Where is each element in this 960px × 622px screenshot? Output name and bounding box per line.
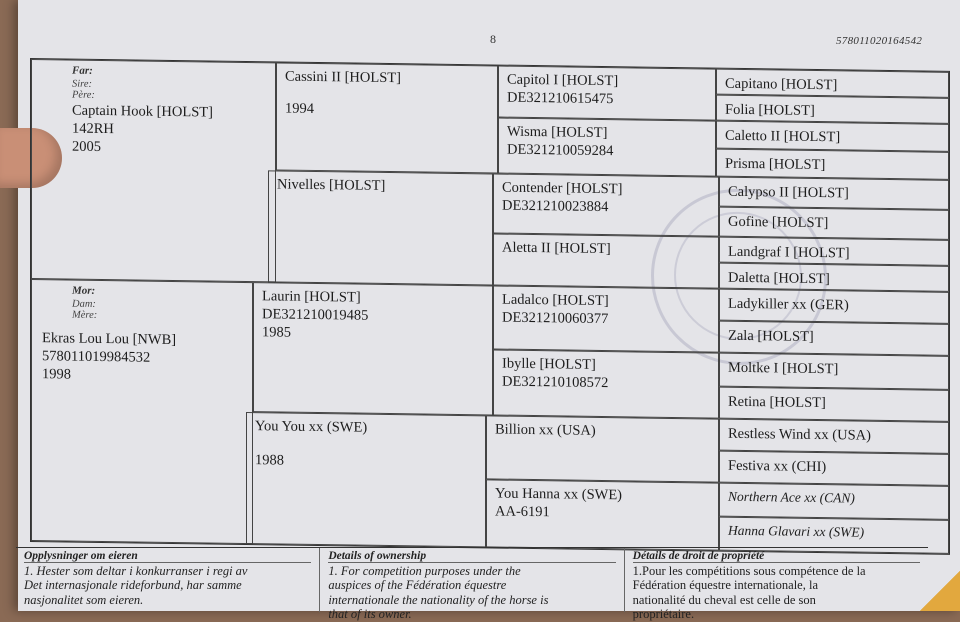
sire-id: 142RH [72, 120, 114, 138]
footer-text: nasjonalitet som eieren. [24, 592, 144, 607]
dam-name: Ekras Lou Lou [NWB] [42, 330, 177, 348]
great-grandparent-cell [493, 173, 719, 236]
footer-text: auspices of the Fédération équestre [328, 578, 507, 593]
great-grandparent-name: Billion xx (USA) [495, 421, 596, 439]
great-great-grandparent-cell [719, 263, 949, 292]
great-great-grandparent-name: Caletto II [HOLST] [725, 127, 841, 146]
great-grandparent-id: DE321210023884 [502, 197, 609, 216]
great-great-grandparent-name: Capitano [HOLST] [725, 75, 838, 94]
grandparent-cell [276, 62, 498, 173]
grandparent-cell [268, 170, 493, 285]
grandparent-name: Nivelles [HOLST] [277, 176, 386, 194]
dam-role-main: Mor: [72, 284, 96, 297]
great-great-grandparent-cell [719, 289, 949, 324]
great-great-grandparent-cell [719, 387, 949, 422]
footer-text: nationalité du cheval est celle de son [632, 592, 816, 607]
footer-text: Det internasjonale rideforbund, har samme [24, 578, 242, 593]
sire-name: Captain Hook [HOLST] [72, 102, 213, 121]
sire-year: 2005 [72, 138, 101, 156]
dam-role-en: Dam: [72, 298, 96, 310]
grandparent-cell [253, 282, 493, 415]
great-great-grandparent-cell [716, 121, 949, 152]
great-great-grandparent-name: Hanna Glavari xx (SWE) [728, 522, 865, 540]
grandparent-year: 1994 [285, 100, 314, 118]
great-grandparent-name: Aletta II [HOLST] [502, 239, 611, 258]
great-grandparent-cell [498, 66, 716, 121]
great-great-grandparent-cell [716, 149, 949, 180]
great-grandparent-name: You Hanna xx (SWE) [495, 485, 623, 504]
great-great-grandparent-name: Daletta [HOLST] [728, 269, 830, 288]
dam-role-fr: Mère: [72, 309, 98, 322]
grandparent-id: DE321210019485 [262, 306, 369, 324]
ownership-column-english [320, 548, 624, 622]
pedigree-table [30, 58, 950, 555]
footer-heading: Détails de droit de propriété [633, 550, 920, 563]
ownership-column-french [625, 548, 928, 622]
great-grandparent-id: DE321210060377 [502, 309, 609, 328]
great-great-grandparent-cell [719, 321, 949, 356]
great-grandparent-cell [486, 415, 719, 482]
great-great-grandparent-name: Calypso II [HOLST] [728, 183, 849, 202]
great-grandparent-name: Wisma [HOLST] [507, 123, 608, 142]
dam-cell [31, 279, 253, 544]
grandparent-name: Laurin [HOLST] [262, 288, 361, 306]
great-grandparent-name: Contender [HOLST] [502, 179, 623, 198]
great-grandparent-cell [493, 349, 719, 418]
grandparent-name: Cassini II [HOLST] [285, 68, 401, 87]
great-great-grandparent-cell [719, 207, 949, 240]
great-great-grandparent-name: Retina [HOLST] [728, 393, 826, 412]
great-great-grandparent-name: Landgraf I [HOLST] [728, 243, 850, 262]
great-grandparent-name: Ladalco [HOLST] [502, 291, 609, 310]
footer-text: 1. For competition purposes under the [328, 564, 521, 578]
great-grandparent-id: AA-6191 [495, 503, 550, 521]
ownership-column-norwegian [16, 548, 320, 612]
great-great-grandparent-cell [716, 69, 949, 98]
footer-heading: Details of ownership [328, 550, 615, 563]
great-grandparent-cell [493, 285, 719, 352]
great-great-grandparent-cell [719, 483, 949, 520]
great-great-grandparent-cell [719, 419, 949, 454]
great-great-grandparent-cell [719, 237, 949, 266]
great-great-grandparent-name: Ladykiller xx (GER) [728, 295, 849, 314]
great-great-grandparent-name: Prisma [HOLST] [725, 155, 826, 174]
ownership-footer [16, 547, 928, 622]
page-corner [920, 571, 960, 611]
great-great-grandparent-cell [719, 353, 949, 390]
sire-cell [31, 59, 276, 282]
footer-text: 1. Hester som deltar i konkurranser i regi av [24, 564, 248, 578]
great-great-grandparent-name: Northern Ace xx (CAN) [728, 488, 855, 506]
grandparent-cell [246, 412, 486, 547]
footer-text: 1.Pour les compétitions sous compétence de la [632, 564, 866, 578]
great-great-grandparent-name: Restless Wind xx (USA) [728, 425, 871, 444]
grandparent-year: 1985 [262, 324, 291, 341]
great-grandparent-id: DE321210615475 [507, 89, 614, 108]
great-grandparent-name: Ibylle [HOLST] [502, 355, 596, 373]
great-great-grandparent-name: Moltke I [HOLST] [728, 359, 839, 378]
footer-text: propriétaire. [632, 607, 695, 622]
great-great-grandparent-name: Folia [HOLST] [725, 101, 815, 119]
footer-heading: Opplysninger om eieren [24, 550, 311, 563]
dam-id: 578011019984532 [42, 348, 151, 366]
great-great-grandparent-name: Gofine [HOLST] [728, 213, 829, 232]
dam-year: 1998 [42, 366, 71, 383]
sire-role-main: Far: [72, 64, 93, 77]
great-great-grandparent-name: Festiva xx (CHI) [728, 457, 827, 476]
great-great-grandparent-cell [716, 95, 949, 124]
great-grandparent-cell [486, 479, 719, 550]
great-great-grandparent-name: Zala [HOLST] [728, 327, 814, 345]
grandparent-name: You You xx (SWE) [255, 418, 368, 436]
great-great-grandparent-cell [719, 177, 949, 210]
footer-text: Fédération équestre internationale, la [632, 578, 818, 593]
great-grandparent-cell [498, 118, 716, 177]
great-grandparent-id: DE321210059284 [507, 141, 614, 160]
great-grandparent-name: Capitol I [HOLST] [507, 71, 619, 90]
sire-role-en: Sire: [72, 78, 93, 90]
footer-text: internationale the nationality of the horse is [328, 592, 549, 607]
sire-role-fr: Père: [72, 89, 95, 102]
great-grandparent-cell [493, 233, 719, 288]
document-id: 578011020164542 [836, 35, 923, 47]
great-grandparent-id: DE321210108572 [502, 373, 609, 392]
footer-text: that of its owner. [328, 607, 412, 622]
page-number: 8 [490, 32, 496, 46]
great-great-grandparent-cell [719, 451, 949, 486]
grandparent-year: 1988 [255, 452, 284, 469]
